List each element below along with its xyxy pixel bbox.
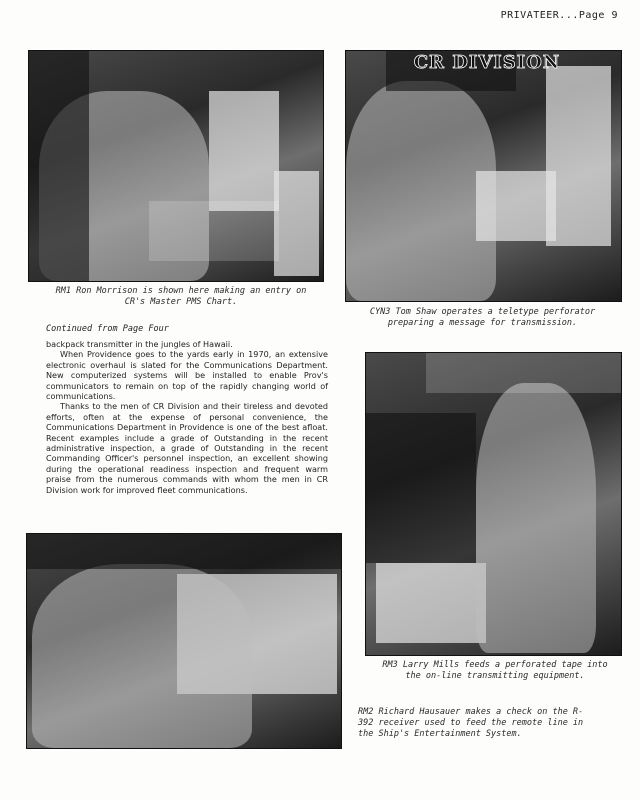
caption-hausauer: RM2 Richard Hausauer makes a check on the R-392 receiver used to feed the remote line in the Ship's Entertainment System. (358, 707, 584, 739)
article-paragraph: backpack transmitter in the jungles of Hawaii. (46, 339, 233, 349)
caption-morrison: RM1 Ron Morrison is shown here making an entry on CR's Master PMS Chart. (55, 286, 307, 307)
article-paragraph: When Providence goes to the yards early in 1970, an extensive electronic overhaul is slated for the Communications Department. New computerized systems will be installed to enable Prov's communicators to remain on top of the rapidly changing world of communications. (46, 349, 328, 402)
photo-mills (365, 352, 622, 656)
running-head: PRIVATEER...Page 9 (500, 10, 618, 21)
continued-note: Continued from Page Four (46, 324, 169, 334)
photo-shaw (345, 50, 622, 302)
caption-mills: RM3 Larry Mills feeds a perforated tape into the on-line transmitting equipment. (382, 660, 608, 681)
photo-hausauer (26, 533, 342, 749)
section-banner: CR DIVISION (413, 52, 561, 73)
photo-morrison (28, 50, 324, 282)
article-paragraph: Thanks to the men of CR Division and their tireless and devoted efforts, often at the expense of personal convenience, the Communications Department in Providence is one of the best afloat. Recent examples include a grade of Outstanding in the recent administrative inspection, a grade of Outstanding in the recent Commanding Officer's personnel inspection, an excellent showing during the operational readiness inspection and frequent warm praise from the numerous commands with whom the men in CR Division work for improved fleet communications. (46, 401, 328, 495)
article-body (46, 339, 328, 495)
caption-shaw: CYN3 Tom Shaw operates a teletype perforator preparing a message for transmission. (369, 307, 596, 328)
